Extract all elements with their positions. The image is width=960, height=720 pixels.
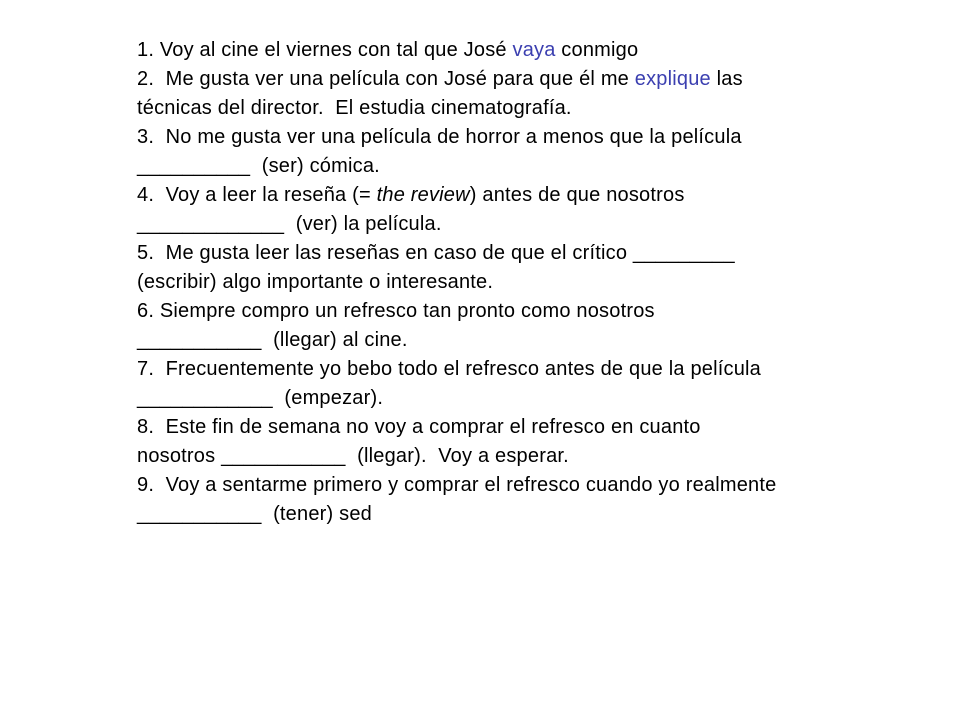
exercise-item-8: 8. Este fin de semana no voy a comprar el refresco en cuanto nosotros ___________ (llegar). Voy a esperar. (137, 416, 707, 467)
exercise-item-2 (137, 65, 777, 123)
exercise-item-4 (137, 181, 777, 239)
item-1-before: 1. Voy al cine el viernes con tal que José (137, 39, 513, 61)
exercise-item-3: 3. No me gusta ver una película de horror a menos que la película __________ (ser) cómica. (137, 126, 748, 177)
exercise-list (137, 36, 783, 529)
exercise-item-1 (137, 36, 777, 65)
item-4-italic: the review (376, 184, 470, 206)
item-4-after: ) antes de que nosotros _____________ (ver) la película. (137, 184, 691, 235)
exercise-item-9: 9. Voy a sentarme primero y comprar el refresco cuando yo realmente ___________ (tener) sed (137, 474, 783, 525)
exercise-item-5: 5. Me gusta leer las reseñas en caso de que el crítico _________ (escribir) algo importante o interesante. (137, 242, 747, 293)
item-2-after: las técnicas del director. El estudia cinematografía. (137, 68, 749, 119)
item-1-answer: vaya (512, 39, 556, 61)
exercise-item-6: 6. Siempre compro un refresco tan pronto como nosotros ___________ (llegar) al cine. (137, 300, 661, 351)
item-2-answer: explique (634, 68, 711, 90)
item-1-after: conmigo (555, 39, 639, 61)
item-2-before: 2. Me gusta ver una película con José para que él me (137, 68, 635, 90)
exercise-item-7: 7. Frecuentemente yo bebo todo el refresco antes de que la película ____________ (empezar). (137, 358, 767, 409)
item-4-before: 4. Voy a leer la reseña (= (137, 184, 377, 206)
